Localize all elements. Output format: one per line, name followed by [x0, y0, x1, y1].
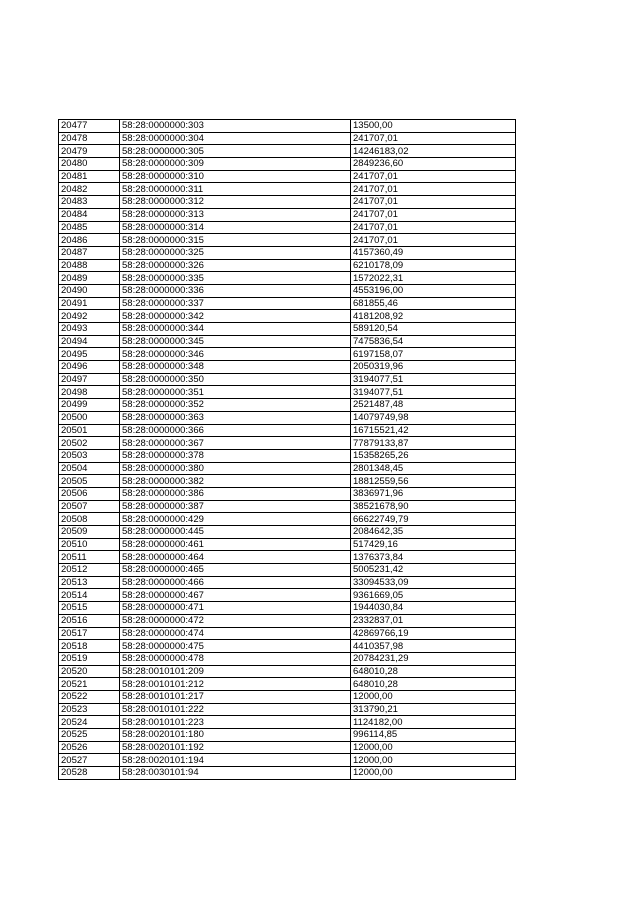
table-row	[59, 462, 516, 475]
cadastral-number-cell: 58:28:0000000:445	[120, 526, 351, 539]
cadastral-number-cell: 58:28:0000000:464	[120, 551, 351, 564]
row-number-cell: 20522	[59, 690, 120, 703]
cadastral-number-cell: 58:28:0020101:192	[120, 741, 351, 754]
table-row	[59, 373, 516, 386]
table-row	[59, 652, 516, 665]
value-cell: 1944030,84	[351, 602, 516, 615]
row-number-cell: 20521	[59, 678, 120, 691]
cadastral-number-cell: 58:28:0000000:467	[120, 589, 351, 602]
value-cell: 18812559,56	[351, 475, 516, 488]
value-cell: 6210178,09	[351, 259, 516, 272]
table-row	[59, 386, 516, 399]
row-number-cell: 20518	[59, 640, 120, 653]
table-row	[59, 602, 516, 615]
value-cell: 2849236,60	[351, 158, 516, 171]
value-cell: 241707,01	[351, 196, 516, 209]
value-cell: 14079749,98	[351, 411, 516, 424]
cadastral-number-cell: 58:28:0000000:313	[120, 208, 351, 221]
table-row	[59, 576, 516, 589]
value-cell: 4181208,92	[351, 310, 516, 323]
value-cell: 2050319,96	[351, 361, 516, 374]
table-row	[59, 221, 516, 234]
value-cell: 3194077,51	[351, 386, 516, 399]
table-row	[59, 158, 516, 171]
cadastral-number-cell: 58:28:0000000:315	[120, 234, 351, 247]
cadastral-number-cell: 58:28:0000000:305	[120, 145, 351, 158]
table-row	[59, 145, 516, 158]
row-number-cell: 20504	[59, 462, 120, 475]
cadastral-number-cell: 58:28:0000000:466	[120, 576, 351, 589]
table-row	[59, 564, 516, 577]
table-row	[59, 411, 516, 424]
row-number-cell: 20514	[59, 589, 120, 602]
value-cell: 7475836,54	[351, 335, 516, 348]
value-cell: 66622749,79	[351, 513, 516, 526]
value-cell: 1376373,84	[351, 551, 516, 564]
table-row	[59, 551, 516, 564]
table-row	[59, 297, 516, 310]
table-row	[59, 310, 516, 323]
row-number-cell: 20478	[59, 132, 120, 145]
row-number-cell: 20497	[59, 373, 120, 386]
row-number-cell: 20479	[59, 145, 120, 158]
cadastral-number-cell: 58:28:0010101:212	[120, 678, 351, 691]
table-row	[59, 729, 516, 742]
table-row	[59, 767, 516, 780]
cadastral-number-cell: 58:28:0020101:180	[120, 729, 351, 742]
cadastral-number-cell: 58:28:0000000:378	[120, 449, 351, 462]
row-number-cell: 20484	[59, 208, 120, 221]
cadastral-number-cell: 58:28:0000000:380	[120, 462, 351, 475]
cadastral-number-cell: 58:28:0000000:387	[120, 500, 351, 513]
value-cell: 16715521,42	[351, 424, 516, 437]
cadastral-number-cell: 58:28:0000000:363	[120, 411, 351, 424]
row-number-cell: 20508	[59, 513, 120, 526]
cadastral-number-cell: 58:28:0000000:350	[120, 373, 351, 386]
row-number-cell: 20525	[59, 729, 120, 742]
table-row	[59, 703, 516, 716]
row-number-cell: 20491	[59, 297, 120, 310]
cadastral-number-cell: 58:28:0000000:366	[120, 424, 351, 437]
value-cell: 38521678,90	[351, 500, 516, 513]
row-number-cell: 20480	[59, 158, 120, 171]
cadastral-number-cell: 58:28:0010101:223	[120, 716, 351, 729]
table-row	[59, 754, 516, 767]
cadastral-number-cell: 58:28:0000000:465	[120, 564, 351, 577]
table-row	[59, 627, 516, 640]
table-row	[59, 170, 516, 183]
value-cell: 77879133,87	[351, 437, 516, 450]
table-row	[59, 678, 516, 691]
row-number-cell: 20477	[59, 120, 120, 133]
cadastral-number-cell: 58:28:0000000:303	[120, 120, 351, 133]
row-number-cell: 20513	[59, 576, 120, 589]
value-cell: 12000,00	[351, 690, 516, 703]
value-cell: 14246183,02	[351, 145, 516, 158]
cadastral-number-cell: 58:28:0000000:337	[120, 297, 351, 310]
value-cell: 2521487,48	[351, 399, 516, 412]
cadastral-number-cell: 58:28:0000000:314	[120, 221, 351, 234]
cadastral-number-cell: 58:28:0000000:471	[120, 602, 351, 615]
table-body	[59, 120, 516, 780]
table-row	[59, 246, 516, 259]
table-row	[59, 259, 516, 272]
cadastral-number-cell: 58:28:0020101:194	[120, 754, 351, 767]
value-cell: 648010,28	[351, 665, 516, 678]
cadastral-number-cell: 58:28:0000000:309	[120, 158, 351, 171]
row-number-cell: 20483	[59, 196, 120, 209]
row-number-cell: 20528	[59, 767, 120, 780]
value-cell: 241707,01	[351, 234, 516, 247]
value-cell: 681855,46	[351, 297, 516, 310]
cadastral-number-cell: 58:28:0000000:344	[120, 323, 351, 336]
value-cell: 648010,28	[351, 678, 516, 691]
value-cell: 241707,01	[351, 221, 516, 234]
row-number-cell: 20494	[59, 335, 120, 348]
value-cell: 2084642,35	[351, 526, 516, 539]
cadastral-number-cell: 58:28:0000000:311	[120, 183, 351, 196]
row-number-cell: 20510	[59, 538, 120, 551]
cadastral-number-cell: 58:28:0000000:326	[120, 259, 351, 272]
value-cell: 1124182,00	[351, 716, 516, 729]
value-cell: 241707,01	[351, 208, 516, 221]
row-number-cell: 20486	[59, 234, 120, 247]
value-cell: 2332837,01	[351, 614, 516, 627]
row-number-cell: 20501	[59, 424, 120, 437]
value-cell: 33094533,09	[351, 576, 516, 589]
value-cell: 42869766,19	[351, 627, 516, 640]
cadastral-number-cell: 58:28:0000000:386	[120, 487, 351, 500]
value-cell: 3194077,51	[351, 373, 516, 386]
row-number-cell: 20520	[59, 665, 120, 678]
table-row	[59, 284, 516, 297]
cadastral-number-cell: 58:28:0000000:367	[120, 437, 351, 450]
row-number-cell: 20493	[59, 323, 120, 336]
value-cell: 241707,01	[351, 132, 516, 145]
row-number-cell: 20496	[59, 361, 120, 374]
table-row	[59, 399, 516, 412]
cadastral-number-cell: 58:28:0030101:94	[120, 767, 351, 780]
table-row	[59, 196, 516, 209]
value-cell: 12000,00	[351, 741, 516, 754]
row-number-cell: 20509	[59, 526, 120, 539]
cadastral-number-cell: 58:28:0000000:382	[120, 475, 351, 488]
row-number-cell: 20512	[59, 564, 120, 577]
table-row	[59, 437, 516, 450]
value-cell: 4553196,00	[351, 284, 516, 297]
row-number-cell: 20502	[59, 437, 120, 450]
row-number-cell: 20524	[59, 716, 120, 729]
table-row	[59, 526, 516, 539]
value-cell: 5005231,42	[351, 564, 516, 577]
cadastral-number-cell: 58:28:0000000:474	[120, 627, 351, 640]
cadastral-number-cell: 58:28:0010101:217	[120, 690, 351, 703]
cadastral-number-cell: 58:28:0000000:310	[120, 170, 351, 183]
cadastral-number-cell: 58:28:0000000:352	[120, 399, 351, 412]
value-cell: 4157360,49	[351, 246, 516, 259]
table-row	[59, 323, 516, 336]
row-number-cell: 20481	[59, 170, 120, 183]
value-cell: 313790,21	[351, 703, 516, 716]
cadastral-number-cell: 58:28:0000000:475	[120, 640, 351, 653]
cadastral-number-cell: 58:28:0000000:472	[120, 614, 351, 627]
value-cell: 6197158,07	[351, 348, 516, 361]
row-number-cell: 20490	[59, 284, 120, 297]
row-number-cell: 20523	[59, 703, 120, 716]
table-row	[59, 475, 516, 488]
value-cell: 3836971,96	[351, 487, 516, 500]
row-number-cell: 20499	[59, 399, 120, 412]
row-number-cell: 20487	[59, 246, 120, 259]
row-number-cell: 20516	[59, 614, 120, 627]
row-number-cell: 20507	[59, 500, 120, 513]
cadastral-number-cell: 58:28:0000000:351	[120, 386, 351, 399]
value-cell: 4410357,98	[351, 640, 516, 653]
table-row	[59, 538, 516, 551]
table-row	[59, 120, 516, 133]
value-cell: 241707,01	[351, 183, 516, 196]
cadastral-number-cell: 58:28:0000000:325	[120, 246, 351, 259]
table-row	[59, 640, 516, 653]
value-cell: 12000,00	[351, 754, 516, 767]
value-cell: 589120,54	[351, 323, 516, 336]
cadastral-number-cell: 58:28:0000000:345	[120, 335, 351, 348]
row-number-cell: 20519	[59, 652, 120, 665]
row-number-cell: 20495	[59, 348, 120, 361]
row-number-cell: 20517	[59, 627, 120, 640]
row-number-cell: 20506	[59, 487, 120, 500]
value-cell: 241707,01	[351, 170, 516, 183]
row-number-cell: 20482	[59, 183, 120, 196]
cadastral-number-cell: 58:28:0000000:335	[120, 272, 351, 285]
value-cell: 13500,00	[351, 120, 516, 133]
table-row	[59, 449, 516, 462]
table-row	[59, 513, 516, 526]
cadastral-number-cell: 58:28:0000000:304	[120, 132, 351, 145]
cadastral-number-cell: 58:28:0000000:336	[120, 284, 351, 297]
value-cell: 517429,16	[351, 538, 516, 551]
table-row	[59, 690, 516, 703]
table-row	[59, 361, 516, 374]
cadastral-number-cell: 58:28:0000000:461	[120, 538, 351, 551]
value-cell: 12000,00	[351, 767, 516, 780]
table-row	[59, 665, 516, 678]
row-number-cell: 20489	[59, 272, 120, 285]
table-row	[59, 234, 516, 247]
value-cell: 9361669,05	[351, 589, 516, 602]
cadastral-number-cell: 58:28:0000000:429	[120, 513, 351, 526]
cadastral-number-cell: 58:28:0000000:346	[120, 348, 351, 361]
table-row	[59, 335, 516, 348]
row-number-cell: 20527	[59, 754, 120, 767]
cadastral-number-cell: 58:28:0000000:312	[120, 196, 351, 209]
value-cell: 996114,85	[351, 729, 516, 742]
row-number-cell: 20500	[59, 411, 120, 424]
table-row	[59, 183, 516, 196]
table-row	[59, 589, 516, 602]
cadastral-number-cell: 58:28:0000000:342	[120, 310, 351, 323]
table-row	[59, 500, 516, 513]
table-row	[59, 208, 516, 221]
data-table	[58, 119, 516, 780]
row-number-cell: 20526	[59, 741, 120, 754]
value-cell: 15358265,26	[351, 449, 516, 462]
cadastral-number-cell: 58:28:0000000:348	[120, 361, 351, 374]
table-row	[59, 272, 516, 285]
value-cell: 2801348,45	[351, 462, 516, 475]
row-number-cell: 20511	[59, 551, 120, 564]
value-cell: 1572022,31	[351, 272, 516, 285]
row-number-cell: 20498	[59, 386, 120, 399]
row-number-cell: 20492	[59, 310, 120, 323]
table-row	[59, 487, 516, 500]
cadastral-number-cell: 58:28:0010101:222	[120, 703, 351, 716]
value-cell: 20784231,29	[351, 652, 516, 665]
row-number-cell: 20485	[59, 221, 120, 234]
table-row	[59, 424, 516, 437]
table-row	[59, 716, 516, 729]
row-number-cell: 20515	[59, 602, 120, 615]
row-number-cell: 20505	[59, 475, 120, 488]
table-row	[59, 741, 516, 754]
table-row	[59, 348, 516, 361]
table-row	[59, 614, 516, 627]
row-number-cell: 20503	[59, 449, 120, 462]
row-number-cell: 20488	[59, 259, 120, 272]
cadastral-number-cell: 58:28:0010101:209	[120, 665, 351, 678]
table-row	[59, 132, 516, 145]
cadastral-number-cell: 58:28:0000000:478	[120, 652, 351, 665]
